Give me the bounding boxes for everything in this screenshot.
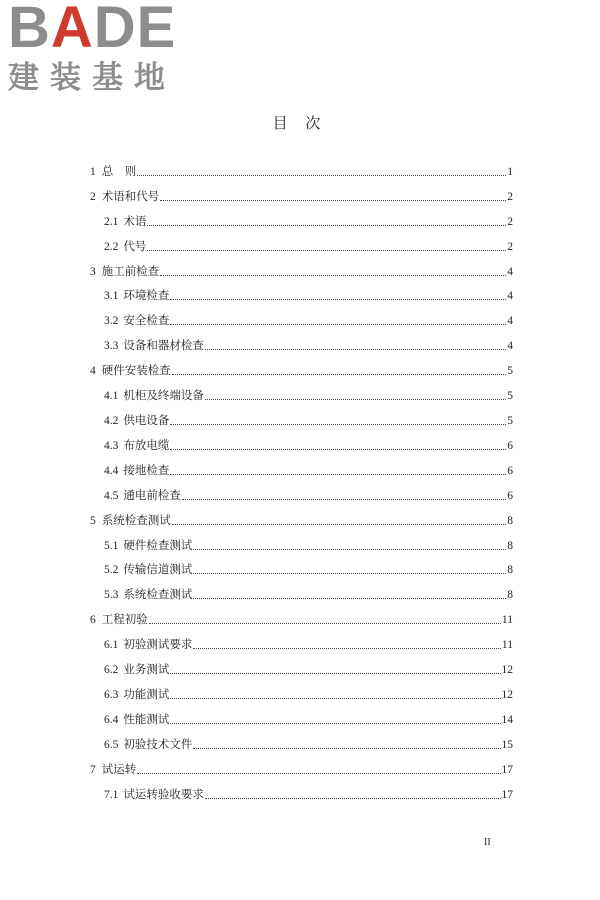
toc-entry-page: 2 — [507, 240, 513, 253]
toc-entry-title: 试运转验收要求 — [123, 788, 204, 801]
toc-entry-title: 安全检查 — [123, 315, 170, 328]
toc-entry — [90, 155, 513, 180]
toc-entry-number: 6.3 — [104, 688, 119, 701]
toc-dot-leader — [172, 524, 507, 525]
toc-dot-leader — [147, 250, 506, 251]
toc-entry — [90, 454, 513, 479]
toc-entry-number: 4.2 — [104, 414, 119, 427]
toc-entry — [90, 329, 513, 354]
toc-entry — [90, 703, 513, 728]
toc-dot-leader — [147, 225, 506, 226]
toc-entry-number: 6.1 — [104, 639, 119, 652]
toc-dot-leader — [170, 673, 500, 674]
toc-entry-page: 4 — [507, 315, 513, 328]
toc-dot-leader — [205, 798, 501, 799]
toc-entry — [90, 628, 513, 653]
toc-entry — [90, 354, 513, 379]
toc-entry-page: 4 — [507, 340, 513, 353]
toc-entry-number: 1 — [90, 165, 96, 178]
toc-entry-title: 系统检查测试 — [101, 514, 171, 527]
toc-entry — [90, 678, 513, 703]
toc-entry-title: 设备和器材检查 — [123, 340, 204, 353]
footer-page-number: II — [484, 837, 491, 848]
toc-entry — [90, 653, 513, 678]
toc-entry-page: 5 — [507, 365, 513, 378]
toc-entry — [90, 180, 513, 205]
toc-entry-page: 5 — [507, 414, 513, 427]
toc-entry-number: 3 — [90, 265, 96, 278]
toc-dot-leader — [170, 424, 506, 425]
toc-entry-number: 3.1 — [104, 290, 119, 303]
toc-entry-page: 12 — [501, 664, 513, 677]
toc-entry-page: 11 — [501, 639, 513, 652]
toc-entry — [90, 504, 513, 529]
toc-entry — [90, 529, 513, 554]
toc-entry-number: 5.1 — [104, 539, 119, 552]
toc-entry-number: 3.2 — [104, 315, 119, 328]
toc-entry-title: 布放电缆 — [123, 439, 170, 452]
toc-entry-number: 6.5 — [104, 738, 119, 751]
toc-dot-leader — [137, 773, 500, 774]
logo-wordmark — [8, 0, 177, 60]
toc-entry-title: 通电前检查 — [123, 489, 181, 502]
toc-entry-number: 7.1 — [104, 788, 119, 801]
toc-entry-number: 7 — [90, 763, 96, 776]
toc-entry-number: 4 — [90, 365, 96, 378]
toc-entry — [90, 728, 513, 753]
toc-dot-leader — [170, 698, 500, 699]
toc-entry-title: 性能测试 — [123, 713, 170, 726]
toc-entry-number: 5.3 — [104, 589, 119, 602]
toc-dot-leader — [193, 648, 501, 649]
toc-dot-leader — [160, 275, 506, 276]
toc-entry-page: 15 — [501, 738, 513, 751]
toc-entry-page: 8 — [507, 514, 513, 527]
toc-entry-page: 12 — [501, 688, 513, 701]
toc-dot-leader — [172, 374, 507, 375]
toc-entry-title: 供电设备 — [123, 414, 170, 427]
toc-entry — [90, 379, 513, 404]
toc-dot-leader — [193, 598, 506, 599]
toc-entry-title: 功能测试 — [123, 688, 170, 701]
toc-entry-number: 5 — [90, 514, 96, 527]
toc-dot-leader — [182, 499, 506, 500]
toc-entry-title: 系统检查测试 — [123, 589, 193, 602]
toc-entry — [90, 778, 513, 803]
toc-list — [90, 155, 513, 803]
toc-dot-leader — [205, 349, 506, 350]
toc-entry-number: 6.4 — [104, 713, 119, 726]
toc-dot-leader — [170, 449, 506, 450]
toc-entry-page: 14 — [501, 713, 513, 726]
toc-entry-title: 术语 — [123, 215, 147, 228]
toc-entry-title: 硬件安装检查 — [101, 365, 171, 378]
toc-entry-page: 6 — [507, 464, 513, 477]
toc-entry — [90, 205, 513, 230]
toc-entry-number: 2.2 — [104, 240, 119, 253]
toc-entry — [90, 479, 513, 504]
toc-entry-page: 8 — [507, 589, 513, 602]
logo-subtitle: 建装基地 — [8, 60, 176, 95]
toc-entry-title: 代号 — [123, 240, 147, 253]
toc-entry-page: 17 — [501, 788, 513, 801]
toc-entry — [90, 230, 513, 255]
toc-entry-title: 初验技术文件 — [123, 738, 193, 751]
toc-entry-page: 6 — [507, 489, 513, 502]
toc-entry — [90, 603, 513, 628]
toc-entry — [90, 429, 513, 454]
toc-dot-leader — [193, 748, 500, 749]
toc-entry-page: 4 — [507, 265, 513, 278]
toc-entry — [90, 578, 513, 603]
logo-letter: A — [50, 0, 94, 60]
toc-entry-number: 4.1 — [104, 390, 119, 403]
toc-entry-number: 4.5 — [104, 489, 119, 502]
toc-dot-leader — [170, 299, 506, 300]
toc-entry-page: 2 — [507, 215, 513, 228]
toc-entry-number: 2 — [90, 190, 96, 203]
toc-entry-title: 术语和代号 — [101, 190, 160, 203]
toc-entry-title: 传输信道测试 — [123, 564, 193, 577]
toc-entry-number: 6 — [90, 614, 96, 627]
toc-entry-number: 4.4 — [104, 464, 119, 477]
toc-entry-title: 试运转 — [101, 763, 137, 776]
logo-letter: D — [93, 0, 137, 60]
toc-entry-number: 6.2 — [104, 664, 119, 677]
toc-entry — [90, 280, 513, 305]
toc-entry-page: 2 — [507, 190, 513, 203]
toc-entry — [90, 753, 513, 778]
logo-letter: B — [8, 0, 51, 60]
toc-entry-title: 总 则 — [101, 165, 137, 178]
page-title: 目 次 — [272, 116, 328, 132]
toc-dot-leader — [170, 474, 506, 475]
toc-entry-page: 1 — [507, 165, 513, 178]
toc-entry-number: 5.2 — [104, 564, 119, 577]
toc-entry — [90, 404, 513, 429]
toc-entry-page: 8 — [507, 539, 513, 552]
toc-entry-page: 11 — [501, 614, 513, 627]
toc-dot-leader — [137, 175, 506, 176]
toc-entry-title: 机柜及终端设备 — [123, 390, 204, 403]
toc-dot-leader — [193, 573, 506, 574]
logo-letter: E — [136, 0, 177, 60]
toc-entry-title: 初验测试要求 — [123, 639, 193, 652]
brand-logo — [8, 2, 183, 97]
toc-entry-page: 6 — [507, 439, 513, 452]
toc-entry-page: 17 — [501, 763, 513, 776]
toc-entry-title: 接地检查 — [123, 464, 170, 477]
toc-entry — [90, 304, 513, 329]
toc-dot-leader — [160, 200, 506, 201]
toc-dot-leader — [170, 324, 506, 325]
toc-entry-number: 3.3 — [104, 340, 119, 353]
toc-entry — [90, 554, 513, 579]
toc-entry-number: 4.3 — [104, 439, 119, 452]
toc-entry-number: 2.1 — [104, 215, 119, 228]
toc-entry-page: 5 — [507, 390, 513, 403]
toc-dot-leader — [205, 399, 506, 400]
toc-entry-title: 环境检查 — [123, 290, 170, 303]
toc-entry-title: 工程初验 — [101, 614, 148, 627]
toc-dot-leader — [193, 549, 506, 550]
toc-entry-page: 8 — [507, 564, 513, 577]
toc-dot-leader — [149, 623, 501, 624]
toc-entry — [90, 255, 513, 280]
toc-entry-title: 施工前检查 — [101, 265, 160, 278]
toc-entry-title: 硬件检查测试 — [123, 539, 193, 552]
toc-entry-title: 业务测试 — [123, 664, 170, 677]
toc-entry-page: 4 — [507, 290, 513, 303]
toc-dot-leader — [170, 723, 500, 724]
